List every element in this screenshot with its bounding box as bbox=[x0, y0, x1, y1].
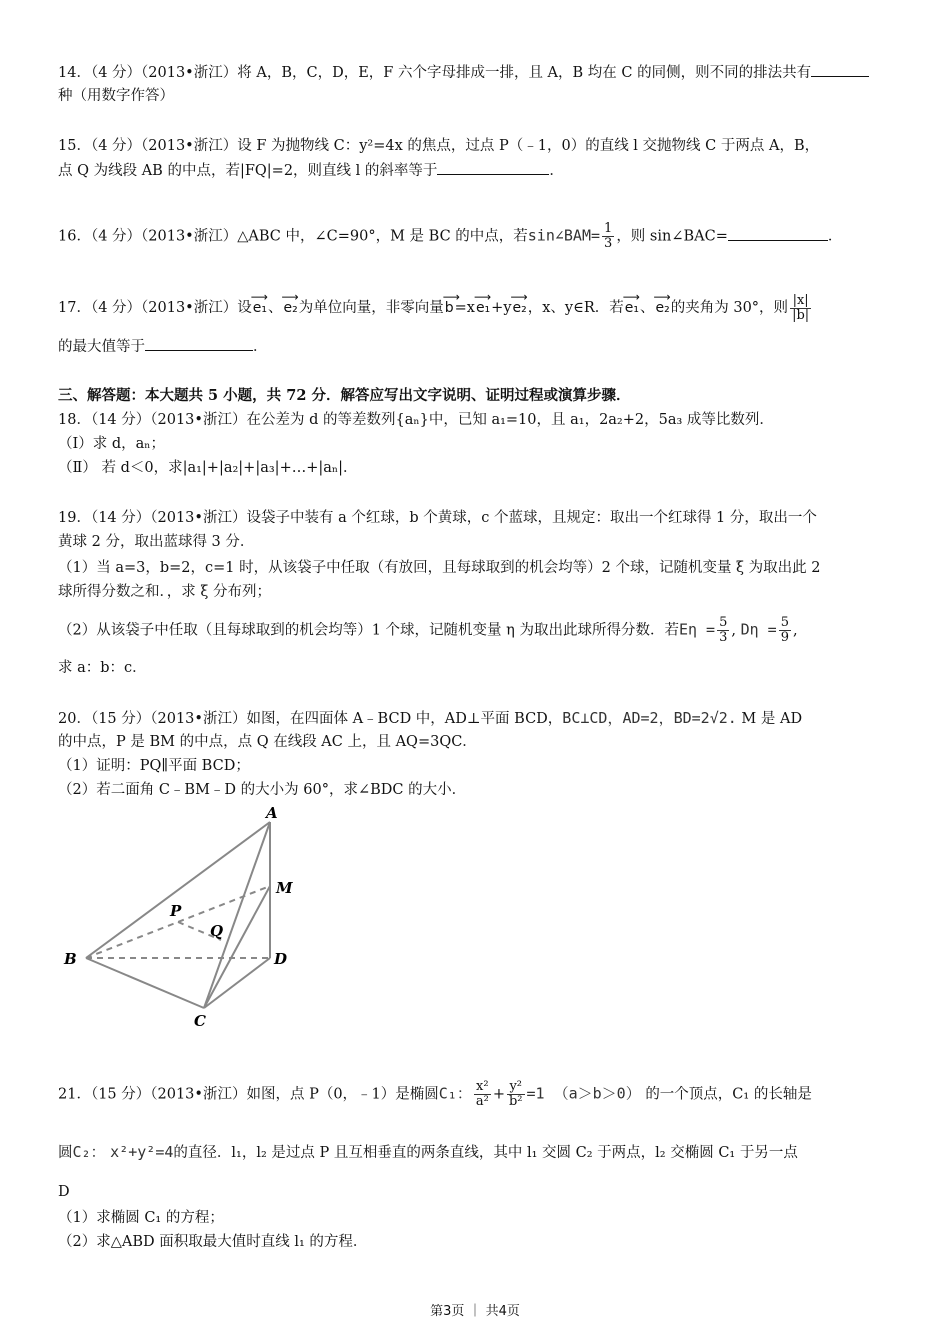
label-Q: Q bbox=[210, 922, 224, 940]
vector-e2: ⟶ e₂ bbox=[283, 292, 297, 318]
q15-line2: 点 Q 为线段 AB 的中点，若|FQ|=2，则直线 l 的斜率等于 ． bbox=[58, 160, 564, 181]
formula-sin-bam: sin∠BAM= bbox=[527, 226, 601, 245]
answer-blank[interactable] bbox=[728, 226, 828, 241]
q19-line1: 19．（14 分）（2013•浙江）设袋子中装有 a 个红球，b 个黄球，c 个蓝球，且规定：取出一个红球得 1 分，取出一个 bbox=[58, 510, 817, 526]
q16-line: 16．（4 分）（2013•浙江）△ABC 中，∠C=90°，M 是 BC 的中点，若sin∠BAM= $\frac{1}{3}$ ，则 sin∠BAC= ． bbox=[58, 221, 843, 251]
q20-line4: （2）若二面角 C﹣BM﹣D 的大小为 60°，求∠BDC 的大小． bbox=[58, 782, 467, 798]
fraction: $\frac{|x|}{|b|}$ bbox=[792, 292, 810, 323]
vector-e2: ⟶ e₂ bbox=[656, 292, 670, 318]
answer-blank[interactable] bbox=[437, 160, 549, 175]
q19-line6: 求 a：b：c． bbox=[58, 660, 147, 676]
q19-line4: 球所得分数之和．，求 ξ 分布列； bbox=[58, 584, 271, 600]
q21-line3: D bbox=[58, 1184, 70, 1200]
q21-line2: 圆C₂： x²+y²=4的直径．l₁，l₂ 是过点 P 且互相垂直的两条直线，其中 l₁ 交圆 C₂ 于两点，l₂ 交椭圆 C₁ 于另一点 bbox=[58, 1143, 798, 1161]
label-C: C bbox=[194, 1012, 206, 1030]
fraction: $\frac{\text{y²}}{\text{b²}}$ bbox=[508, 1079, 523, 1109]
page-footer: 第3页 ｜ 共4页 bbox=[430, 1304, 520, 1319]
q19-line5: （2）从该袋子中任取（且每球取到的机会均等）1 个球，记随机变量 η 为取出此球所得分数．若Eη = $\frac{5}{3}$ , Dη = $\frac{5}{9}$ , bbox=[58, 615, 798, 645]
q18-line2: （Ⅰ）求 d，aₙ； bbox=[58, 436, 166, 452]
label-A: A bbox=[266, 804, 278, 822]
q17-line2: 的最大值等于 ． bbox=[58, 336, 268, 357]
q19-line2: 黄球 2 分，取出蓝球得 3 分． bbox=[58, 534, 255, 550]
vector-e1: ⟶ e₁ bbox=[476, 292, 490, 318]
q21-line5: （2）求△ABD 面积取最大值时直线 l₁ 的方程． bbox=[58, 1234, 368, 1250]
vector-b: ⟶ b bbox=[445, 292, 454, 318]
q15-line1: 15．（4 分）（2013•浙江）设 F 为抛物线 C：y²=4x 的焦点，过点 P（﹣1，0）的直线 l 交抛物线 C 于两点 A，B， bbox=[58, 138, 820, 154]
answer-blank[interactable] bbox=[811, 62, 869, 77]
section-heading: 三、解答题：本大题共 5 小题，共 72 分．解答应写出文字说明、证明过程或演算步骤． bbox=[58, 387, 631, 404]
vector-e1: ⟶ e₁ bbox=[625, 292, 639, 318]
q14-line2: 种（用数字作答） bbox=[58, 88, 174, 104]
q18-line1: 18．（14 分）（2013•浙江）在公差为 d 的等差数列{aₙ}中，已知 a₁=10，且 a₁，2a₂+2，5a₃ 成等比数列． bbox=[58, 412, 774, 428]
q20-line2: 的中点，P 是 BM 的中点，点 Q 在线段 AC 上，且 AQ=3QC． bbox=[58, 734, 477, 750]
label-M: M bbox=[276, 879, 293, 897]
answer-blank[interactable] bbox=[145, 336, 253, 351]
fraction: $\frac{5}{9}$ bbox=[780, 615, 789, 645]
label-B: B bbox=[64, 950, 77, 968]
tetrahedron-figure bbox=[56, 800, 316, 1030]
vector-e2: ⟶ e₂ bbox=[513, 292, 527, 318]
q21-line1: 21．（15 分）（2013•浙江）如图，点 P（0，﹣1）是椭圆C₁： $\frac{\text{x²}}{\text{a²}}$ + $\frac{\text{y²}}{\text{b²}}$ =1 （a＞b＞0） 的一个顶点，C₁ 的长轴是 bbox=[58, 1079, 812, 1109]
q20-line1: 20．（15 分）（2013•浙江）如图，在四面体 A﹣BCD 中，AD⊥平面 BCD，BC⊥CD，AD=2，BD=2√2. M 是 AD bbox=[58, 709, 803, 727]
fraction: $\frac{1}{3}$ bbox=[604, 221, 613, 251]
label-P: P bbox=[170, 902, 182, 920]
label-D: D bbox=[274, 950, 288, 968]
q20-line3: （1）证明：PQ∥平面 BCD； bbox=[58, 758, 250, 774]
q14-line1: 14．（4 分）（2013•浙江）将 A，B，C，D，E，F 六个字母排成一排，且 A，B 均在 C 的同侧，则不同的排法共有 bbox=[58, 62, 869, 83]
vector-e1: ⟶ e₁ bbox=[253, 292, 267, 318]
q21-line4: （1）求椭圆 C₁ 的方程； bbox=[58, 1210, 224, 1226]
q19-line3: （1）当 a=3，b=2，c=1 时，从该袋子中任取（有放回，且每球取到的机会均等）2 个球，记随机变量 ξ 为取出此 2 bbox=[58, 560, 821, 576]
formula-bc-cd: BC⊥CD，AD=2，BD=2√2. bbox=[562, 709, 737, 727]
fraction: $\frac{5}{3}$ bbox=[719, 615, 728, 645]
q17-line1: 17．（4 分）（2013•浙江）设⟶ e₁、⟶ e₂为单位向量，非零向量⟶ b=x⟶ e₁+y⟶ e₂，x、y∈R．若⟶ e₁、⟶ e₂的夹角为 30°，则 $\frac{|x|}{|b|}$ bbox=[58, 292, 813, 323]
fraction: $\frac{\text{x²}}{\text{a²}}$ bbox=[475, 1079, 489, 1109]
q18-line3: （Ⅱ） 若 d＜0，求|a₁|+|a₂|+|a₃|+…+|aₙ|． bbox=[58, 460, 358, 476]
